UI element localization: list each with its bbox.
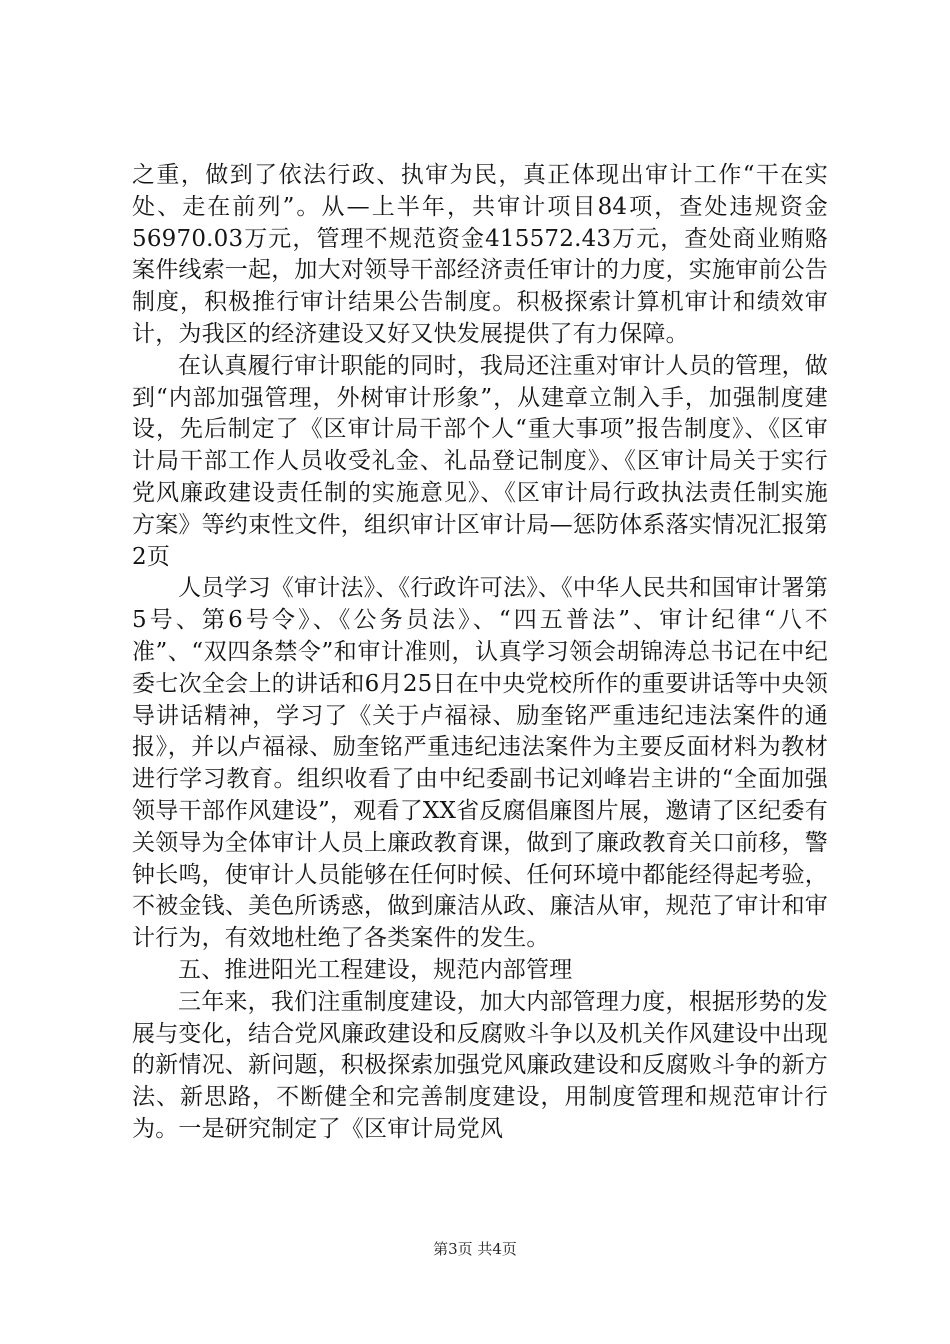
paragraph-system-building: 三年来，我们注重制度建设，加大内部管理力度，根据形势的发展与变化，结合党风廉政建设和反腐败斗争以及机关作风建设中出现的新情况、新问题，积极探索加强党风廉政建设和反腐败斗争的新方法、新思路，不断健全和完善制度建设，用制度管理和规范审计行为。一是研究制定了《区审计局党风 [132, 988, 828, 1142]
paragraph-audit-results: 之重，做到了依法行政、执审为民，真正体现出审计工作“干在实处、走在前列”。从—上半年，共审计项目84项，查处违规资金56970.03万元，管理不规范资金415572.43万元，查处商业贿赂案件线索一起，加大对领导干部经济责任审计的力度，实施审前公告制度，积极推行审计结果公告制度。积极探索计算机审计和绩效审计，为我区的经济建设又好又快发展提供了有力保障。 [132, 162, 828, 347]
paragraph-staff-study: 人员学习《审计法》、《行政许可法》、《中华人民共和国审计署第5号、第6号令》、《公务员法》、“四五普法”、审计纪律“八不准”、“双四条禁令”和审计准则，认真学习领会胡锦涛总书记在中纪委七次全会上的讲话和6月25日在中央党校所作的重要讲话等中央领导讲话精神，学习了《关于卢福禄、励奎铭严重违纪违法案件的通报》，并以卢福禄、励奎铭严重违纪违法案件为主要反面材料为教材进行学习教育。组织收看了由中纪委副书记刘峰岩主讲的“全面加强领导干部作风建设”，观看了XX省反腐倡廉图片展，邀请了区纪委有关领导为全体审计人员上廉政教育课，做到了廉政教育关口前移，警钟长鸣，使审计人员能够在任何时候、任何环境中都能经得起考验，不被金钱、美色所诱惑，做到廉洁从政、廉洁从审，规范了审计和审计行为，有效地杜绝了各类案件的发生。 [132, 575, 828, 952]
section-heading-five: 五、推进阳光工程建设，规范内部管理 [178, 956, 573, 983]
page-footer: 第3页 共4页 [433, 1240, 517, 1258]
document-body [132, 160, 828, 1146]
paragraph-staff-management: 在认真履行审计职能的同时，我局还注重对审计人员的管理，做到“内部加强管理，外树审计形象”，从建章立制入手，加强制度建设，先后制定了《区审计局干部个人“重大事项”报告制度》、《区审计局干部工作人员收受礼金、礼品登记制度》、《区审计局关于实行党风廉政建设责任制的实施意见》、《区审计局行政执法责任制实施方案》等约束性文件，组织审计区审计局—惩防体系落实情况汇报第2页 [132, 352, 828, 570]
